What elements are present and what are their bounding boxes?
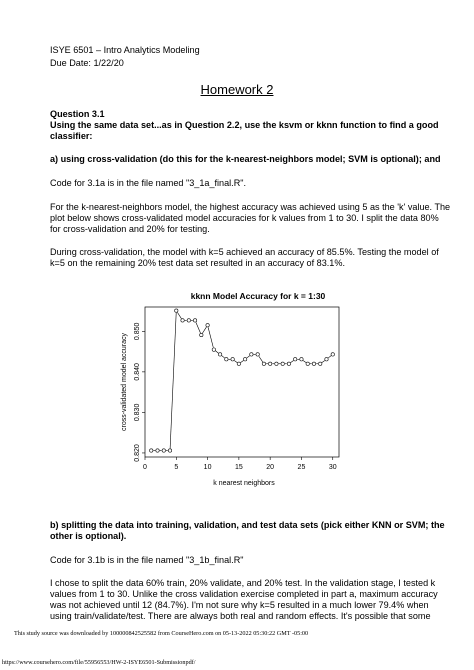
series-line-segment (259, 356, 263, 362)
x-tick-label: 10 (203, 464, 212, 471)
data-point (193, 319, 196, 322)
series-line-segment (247, 356, 250, 358)
part-a-heading: a) using cross-validation (do this for the k-nearest-neighbors model; SVM is optional); and (50, 154, 441, 164)
data-point (300, 358, 303, 361)
data-point (268, 362, 271, 365)
data-point (275, 362, 278, 365)
data-point (181, 319, 184, 322)
data-point (200, 333, 203, 336)
series-line-segment (170, 313, 176, 448)
data-point (218, 353, 221, 356)
data-point (187, 319, 190, 322)
data-point (287, 362, 290, 365)
series-line-segment (222, 356, 225, 358)
series-line-segment (234, 361, 237, 363)
part-b-heading-line-2: other is optional). (50, 531, 127, 541)
part-a-paragraph-2-line-1: During cross-validation, the model with k=5 achieved an accuracy of 85.5%. Testing the model of (50, 247, 439, 257)
series-line-segment (322, 361, 325, 363)
data-point (156, 449, 159, 452)
x-tick-label: 30 (328, 464, 337, 471)
data-point (237, 362, 240, 365)
data-point (150, 449, 153, 452)
accuracy-series (150, 309, 335, 452)
data-point (206, 324, 209, 327)
part-b-heading-line-1: b) splitting the data into training, validation, and test data sets (pick either KNN or SVM; the (50, 520, 445, 530)
chart-title: kknn Model Accuracy for k = 1:30 (190, 291, 326, 301)
series-line-segment (291, 361, 294, 363)
data-point (243, 358, 246, 361)
series-line-segment (216, 351, 219, 353)
series-line-segment (203, 327, 207, 333)
question-heading: Question 3.1 (50, 109, 105, 119)
series-line-segment (328, 356, 331, 358)
data-point (319, 362, 322, 365)
y-tick-label: 0.840 (134, 363, 141, 381)
x-axis-label: k nearest neighbors (213, 480, 275, 487)
series-line-segment (196, 322, 201, 333)
part-a-paragraph-2-line-2: k=5 on the remaining 20% test data set resulted in an accuracy of 83.1%. (50, 258, 345, 268)
part-b-paragraph-line-1: I chose to split the data 60% train, 20% validate, and 20% test. In the validation stage, I tested k (50, 578, 436, 588)
part-b-paragraph-line-3: was not achieved until 12 (84.7%). I'm not sure why k=5 resulted in a much lower 79.4% when (50, 600, 429, 610)
data-point (231, 358, 234, 361)
data-point (212, 348, 215, 351)
y-tick-label: 0.820 (134, 444, 141, 462)
data-point (325, 358, 328, 361)
y-tick-label: 0.850 (134, 322, 141, 341)
series-line-segment (241, 361, 244, 363)
x-tick-label: 0 (143, 464, 147, 471)
data-point (262, 362, 265, 365)
series-line-segment (303, 361, 306, 363)
x-tick-label: 5 (174, 464, 179, 471)
question-prompt-line-2: classifier: (50, 131, 93, 141)
part-b-code-note: Code for 3.1b is in the file named "3_1b_final.R" (50, 555, 244, 565)
part-b-paragraph-line-2: values from 1 to 30. Unlike the cross validation exercise completed in part a, maximum accuracy (50, 589, 438, 599)
question-prompt-line-1: Using the same data set...as in Question 2.2, use the ksvm or kknn function to find a good (50, 120, 439, 130)
data-point (331, 353, 334, 356)
data-point (312, 362, 315, 365)
due-date: Due Date: 1/22/20 (50, 58, 124, 68)
x-tick-label: 25 (297, 464, 306, 471)
data-point (250, 353, 253, 356)
course-line: ISYE 6501 – Intro Analytics Modeling (50, 45, 200, 55)
part-a-code-note: Code for 3.1a is in the file named "3_1a_final.R". (50, 178, 247, 188)
data-point (162, 449, 165, 452)
data-point (225, 358, 228, 361)
series-line-segment (208, 327, 213, 347)
series-line-segment (177, 312, 181, 318)
x-axis-ticks (143, 457, 337, 471)
footer-url[interactable]: https://www.coursehero.com/file/55956553/HW-2-ISYE6501-Submissionpdf/ (2, 659, 196, 666)
part-a-paragraph-1-line-1: For the k-nearest-neighbors model, the highest accuracy was achieved using 5 as the 'k' value. The (50, 202, 451, 212)
x-tick-label: 15 (234, 464, 243, 471)
part-a-paragraph-1-line-2: plot below shows cross-validated model accuracies for k values from 1 to 30. I split the data 80% (50, 213, 439, 223)
data-point (175, 309, 178, 312)
part-b-paragraph-line-4: using train/validate/test. There are always both real and random effects. It's possible that some (50, 611, 431, 621)
data-point (293, 358, 296, 361)
page-title: Homework 2 (200, 82, 274, 97)
data-point (281, 362, 284, 365)
y-tick-label: 0.830 (134, 403, 141, 422)
data-point (168, 449, 171, 452)
y-axis-label: cross-validated model accuracy (121, 332, 128, 432)
plot-frame (145, 307, 339, 457)
data-point (306, 362, 309, 365)
part-a-paragraph-1-line-3: for cross-validation and 20% for testing. (50, 224, 210, 234)
x-tick-label: 20 (266, 464, 275, 471)
footer-source-line: This study source was downloaded by 100000842525582 from CourseHero.com on 05-13-2022 05:30:22 GMT -05:00 (14, 630, 309, 637)
data-point (256, 353, 259, 356)
y-axis-ticks (134, 322, 145, 461)
